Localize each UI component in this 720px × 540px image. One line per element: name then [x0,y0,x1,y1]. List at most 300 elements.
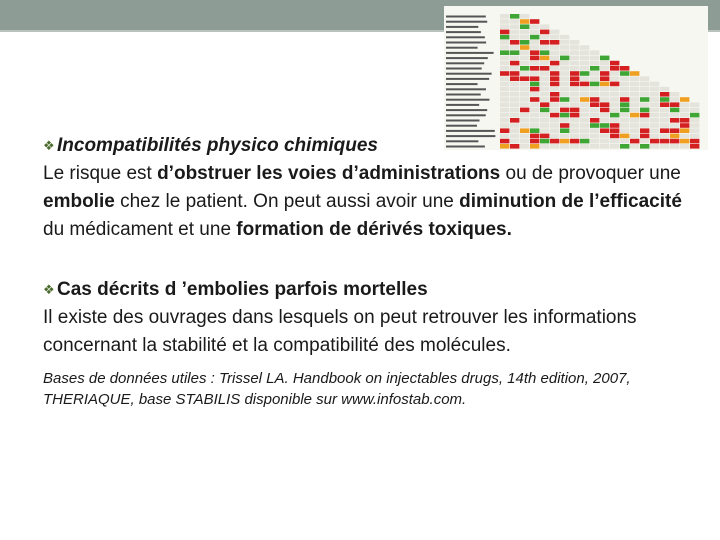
table-cell [550,66,559,71]
table-cell [580,50,589,55]
table-cell [660,92,669,97]
table-cell [550,71,559,76]
table-cell [510,14,519,19]
table-cell [500,123,509,128]
table-cell [620,118,629,123]
bold-embolie: embolie [43,191,115,212]
table-cell [540,24,549,29]
table-cell [510,102,519,107]
table-cell [500,45,509,50]
table-cell [560,71,569,76]
table-cell [520,14,529,19]
table-cell [590,87,599,92]
diamond-bullet-icon: ❖ [43,138,55,153]
table-cell [540,97,549,102]
table-row-label [446,83,478,85]
table-cell [630,87,639,92]
slide-content [43,132,683,410]
table-cell [540,66,549,71]
table-cell [630,118,639,123]
table-cell [540,56,549,61]
table-cell [510,108,519,113]
table-cell [500,82,509,87]
section2-heading: ❖ Cas décrits d ’embolies parfois mortelles [43,276,683,304]
table-cell [620,87,629,92]
table-cell [500,113,509,118]
table-cell [530,102,539,107]
table-cell [520,30,529,35]
table-cell [650,87,659,92]
table-cell [500,87,509,92]
table-cell [500,40,509,45]
table-cell [690,108,699,113]
table-cell [510,76,519,81]
reference-text: Bases de données utiles : Trissel LA. Handbook on injectables drugs, 14th edition, 2007, THERIAQUE, base STABILIS disponible sur www.infostab.com. [43,370,631,408]
table-cell [630,76,639,81]
table-cell [540,45,549,50]
table-cell [610,108,619,113]
table-cell [590,97,599,102]
table-cell [520,19,529,24]
table-cell [610,82,619,87]
table-cell [510,118,519,123]
bold-derives: formation de dérivés toxiques. [236,219,512,240]
table-cell [560,56,569,61]
table-cell [690,102,699,107]
table-cell [560,123,569,128]
table-cell [600,82,609,87]
table-cell [520,45,529,50]
table-row-label [446,88,486,90]
table-cell [510,30,519,35]
table-row-label [446,62,484,64]
table-cell [650,82,659,87]
table-cell [540,50,549,55]
table-cell [600,76,609,81]
table-cell [570,92,579,97]
table-cell [580,97,589,102]
table-cell [530,56,539,61]
table-cell [520,56,529,61]
table-cell [620,76,629,81]
table-cell [520,66,529,71]
table-row-label [446,73,492,75]
table-cell [530,113,539,118]
table-cell [540,108,549,113]
table-row-label [446,16,486,18]
table-cell [690,134,699,139]
table-cell [570,123,579,128]
table-cell [500,76,509,81]
table-cell [520,108,529,113]
table-cell [660,97,669,102]
table-cell [610,71,619,76]
table-cell [600,61,609,66]
table-row-label [446,31,481,33]
table-cell [580,61,589,66]
table-cell [580,108,589,113]
table-cell [640,123,649,128]
table-cell [590,71,599,76]
table-cell [560,40,569,45]
table-row-label [446,125,477,127]
table-cell [650,123,659,128]
table-cell [600,66,609,71]
table-cell [510,56,519,61]
section2-paragraph: Il existe des ouvrages dans lesquels on peut retrouver les informations concernant la stabilité et la compatibilité des molécules. [43,307,637,356]
table-cell [670,92,679,97]
table-cell [570,82,579,87]
table-cell [570,102,579,107]
table-cell [500,66,509,71]
table-cell [540,61,549,66]
table-cell [600,113,609,118]
table-cell [620,97,629,102]
table-cell [680,123,689,128]
table-cell [570,118,579,123]
table-cell [510,113,519,118]
table-cell [650,92,659,97]
table-cell [500,24,509,29]
table-cell [520,76,529,81]
table-cell [520,40,529,45]
table-cell [630,113,639,118]
table-cell [530,35,539,40]
table-row-label [446,120,480,122]
table-cell [530,50,539,55]
table-row-label [446,26,478,28]
table-cell [580,92,589,97]
table-cell [550,97,559,102]
table-cell [640,102,649,107]
table-cell [560,118,569,123]
table-cell [520,123,529,128]
table-cell [640,113,649,118]
table-cell [680,108,689,113]
table-cell [540,102,549,107]
table-cell [530,71,539,76]
table-cell [550,30,559,35]
table-cell [610,92,619,97]
table-cell [500,19,509,24]
table-cell [500,102,509,107]
table-cell [530,123,539,128]
table-cell [620,92,629,97]
table-cell [630,102,639,107]
table-cell [610,102,619,107]
table-cell [510,82,519,87]
table-row-label [446,47,478,49]
table-cell [590,108,599,113]
table-cell [500,118,509,123]
table-cell [510,92,519,97]
table-cell [580,102,589,107]
table-cell [520,50,529,55]
table-cell [580,118,589,123]
table-cell [610,66,619,71]
table-cell [560,35,569,40]
table-cell [530,87,539,92]
table-row-label [446,68,482,70]
table-cell [520,82,529,87]
table-cell [570,76,579,81]
table-cell [690,113,699,118]
table-cell [540,76,549,81]
table-cell [570,50,579,55]
table-cell [550,123,559,128]
table-cell [500,30,509,35]
table-cell [620,102,629,107]
table-cell [540,113,549,118]
table-cell [610,87,619,92]
table-cell [660,108,669,113]
table-cell [510,19,519,24]
table-cell [590,56,599,61]
table-cell [560,87,569,92]
table-cell [580,56,589,61]
table-cell [510,40,519,45]
table-cell [580,87,589,92]
compatibility-table-image [444,6,708,150]
table-cell [560,97,569,102]
table-cell [500,108,509,113]
table-row-label [446,104,479,106]
table-cell [660,118,669,123]
table-row-label [446,57,488,59]
table-row-label [446,114,486,116]
table-cell [600,71,609,76]
table-cell [540,82,549,87]
table-cell [520,102,529,107]
table-cell [530,19,539,24]
table-cell [550,87,559,92]
table-cell [650,102,659,107]
table-row-label [446,52,494,54]
table-cell [630,82,639,87]
table-cell [540,71,549,76]
table-cell [510,123,519,128]
table-cell [600,87,609,92]
table-cell [580,123,589,128]
table-cell [520,92,529,97]
table-row-label [446,36,485,38]
table-cell [680,113,689,118]
table-cell [550,45,559,50]
table-cell [590,50,599,55]
table-cell [640,82,649,87]
table-cell [670,97,679,102]
table-cell [500,61,509,66]
table-cell [500,92,509,97]
table-cell [520,87,529,92]
table-cell [620,113,629,118]
table-cell [690,144,699,149]
table-cell [690,118,699,123]
table-cell [670,108,679,113]
table-cell [570,45,579,50]
table-cell [590,61,599,66]
table-cell [540,35,549,40]
table-cell [550,102,559,107]
table-cell [500,71,509,76]
table-cell [550,50,559,55]
table-cell [560,102,569,107]
table-cell [580,113,589,118]
table-cell [680,118,689,123]
table-cell [650,113,659,118]
table-cell [620,108,629,113]
table-cell [690,139,699,144]
table-cell [530,82,539,87]
table-cell [600,92,609,97]
table-cell [620,71,629,76]
table-cell [510,24,519,29]
table-cell [620,123,629,128]
table-cell [600,118,609,123]
table-cell [630,71,639,76]
table-cell [660,123,669,128]
table-cell [570,40,579,45]
table-row-label [446,42,486,44]
table-cell [510,45,519,50]
table-cell [500,50,509,55]
table-cell [650,108,659,113]
bold-efficacite: diminution de l’efficacité [459,191,682,212]
table-cell [620,66,629,71]
table-cell [590,113,599,118]
table-cell [590,102,599,107]
table-cell [640,118,649,123]
table-cell [540,92,549,97]
table-cell [650,97,659,102]
table-cell [590,92,599,97]
table-cell [540,118,549,123]
table-cell [640,97,649,102]
table-cell [560,76,569,81]
table-cell [520,35,529,40]
table-cell [500,56,509,61]
table-cell [510,50,519,55]
table-cell [610,61,619,66]
table-cell [660,87,669,92]
table-cell [550,92,559,97]
table-cell [590,118,599,123]
section1-heading: ❖ Incompatibilités physico chimiques [43,132,683,160]
table-cell [680,102,689,107]
table-cell [570,108,579,113]
table-cell [600,108,609,113]
diamond-bullet-icon: ❖ [43,282,55,297]
table-cell [610,76,619,81]
table-cell [550,35,559,40]
table-cell [600,97,609,102]
table-cell [610,118,619,123]
table-cell [510,35,519,40]
table-cell [650,118,659,123]
table-cell [570,71,579,76]
table-cell [570,66,579,71]
table-cell [530,97,539,102]
table-cell [610,123,619,128]
table-cell [540,123,549,128]
table-cell [550,82,559,87]
table-cell [630,92,639,97]
table-cell [550,61,559,66]
table-cell [590,66,599,71]
table-cell [530,61,539,66]
table-cell [560,92,569,97]
table-cell [530,92,539,97]
table-cell [550,108,559,113]
table-cell [550,113,559,118]
table-cell [640,87,649,92]
table-cell [540,30,549,35]
table-cell [590,82,599,87]
table-cell [630,123,639,128]
table-cell [630,108,639,113]
table-cell [510,97,519,102]
table-cell [510,61,519,66]
table-cell [630,97,639,102]
table-cell [600,123,609,128]
table-row-label [446,21,487,23]
table-cell [580,45,589,50]
table-cell [530,118,539,123]
table-row-label [446,94,481,96]
table-cell [690,123,699,128]
table-cell [550,118,559,123]
table-cell [590,123,599,128]
table-cell [550,76,559,81]
table-cell [540,40,549,45]
table-cell [560,45,569,50]
table-cell [520,71,529,76]
table-cell [530,24,539,29]
table-cell [520,118,529,123]
table-row-label [446,99,489,101]
table-cell [530,66,539,71]
table-cell [600,102,609,107]
table-cell [570,87,579,92]
table-cell [670,113,679,118]
table-cell [670,118,679,123]
table-cell [610,113,619,118]
table-cell [680,97,689,102]
table-cell [530,45,539,50]
table-cell [510,87,519,92]
table-cell [510,71,519,76]
table-cell [570,113,579,118]
table-cell [510,66,519,71]
table-cell [600,56,609,61]
table-cell [500,97,509,102]
table-cell [690,128,699,133]
table-cell [590,76,599,81]
compatibility-grid [444,6,708,150]
table-cell [620,82,629,87]
table-cell [660,113,669,118]
table-cell [520,24,529,29]
table-row-label [446,78,489,80]
table-cell [640,76,649,81]
table-cell [560,113,569,118]
table-cell [660,102,669,107]
table-cell [560,108,569,113]
table-cell [530,30,539,35]
table-cell [530,40,539,45]
table-cell [500,14,509,19]
table-cell [670,102,679,107]
